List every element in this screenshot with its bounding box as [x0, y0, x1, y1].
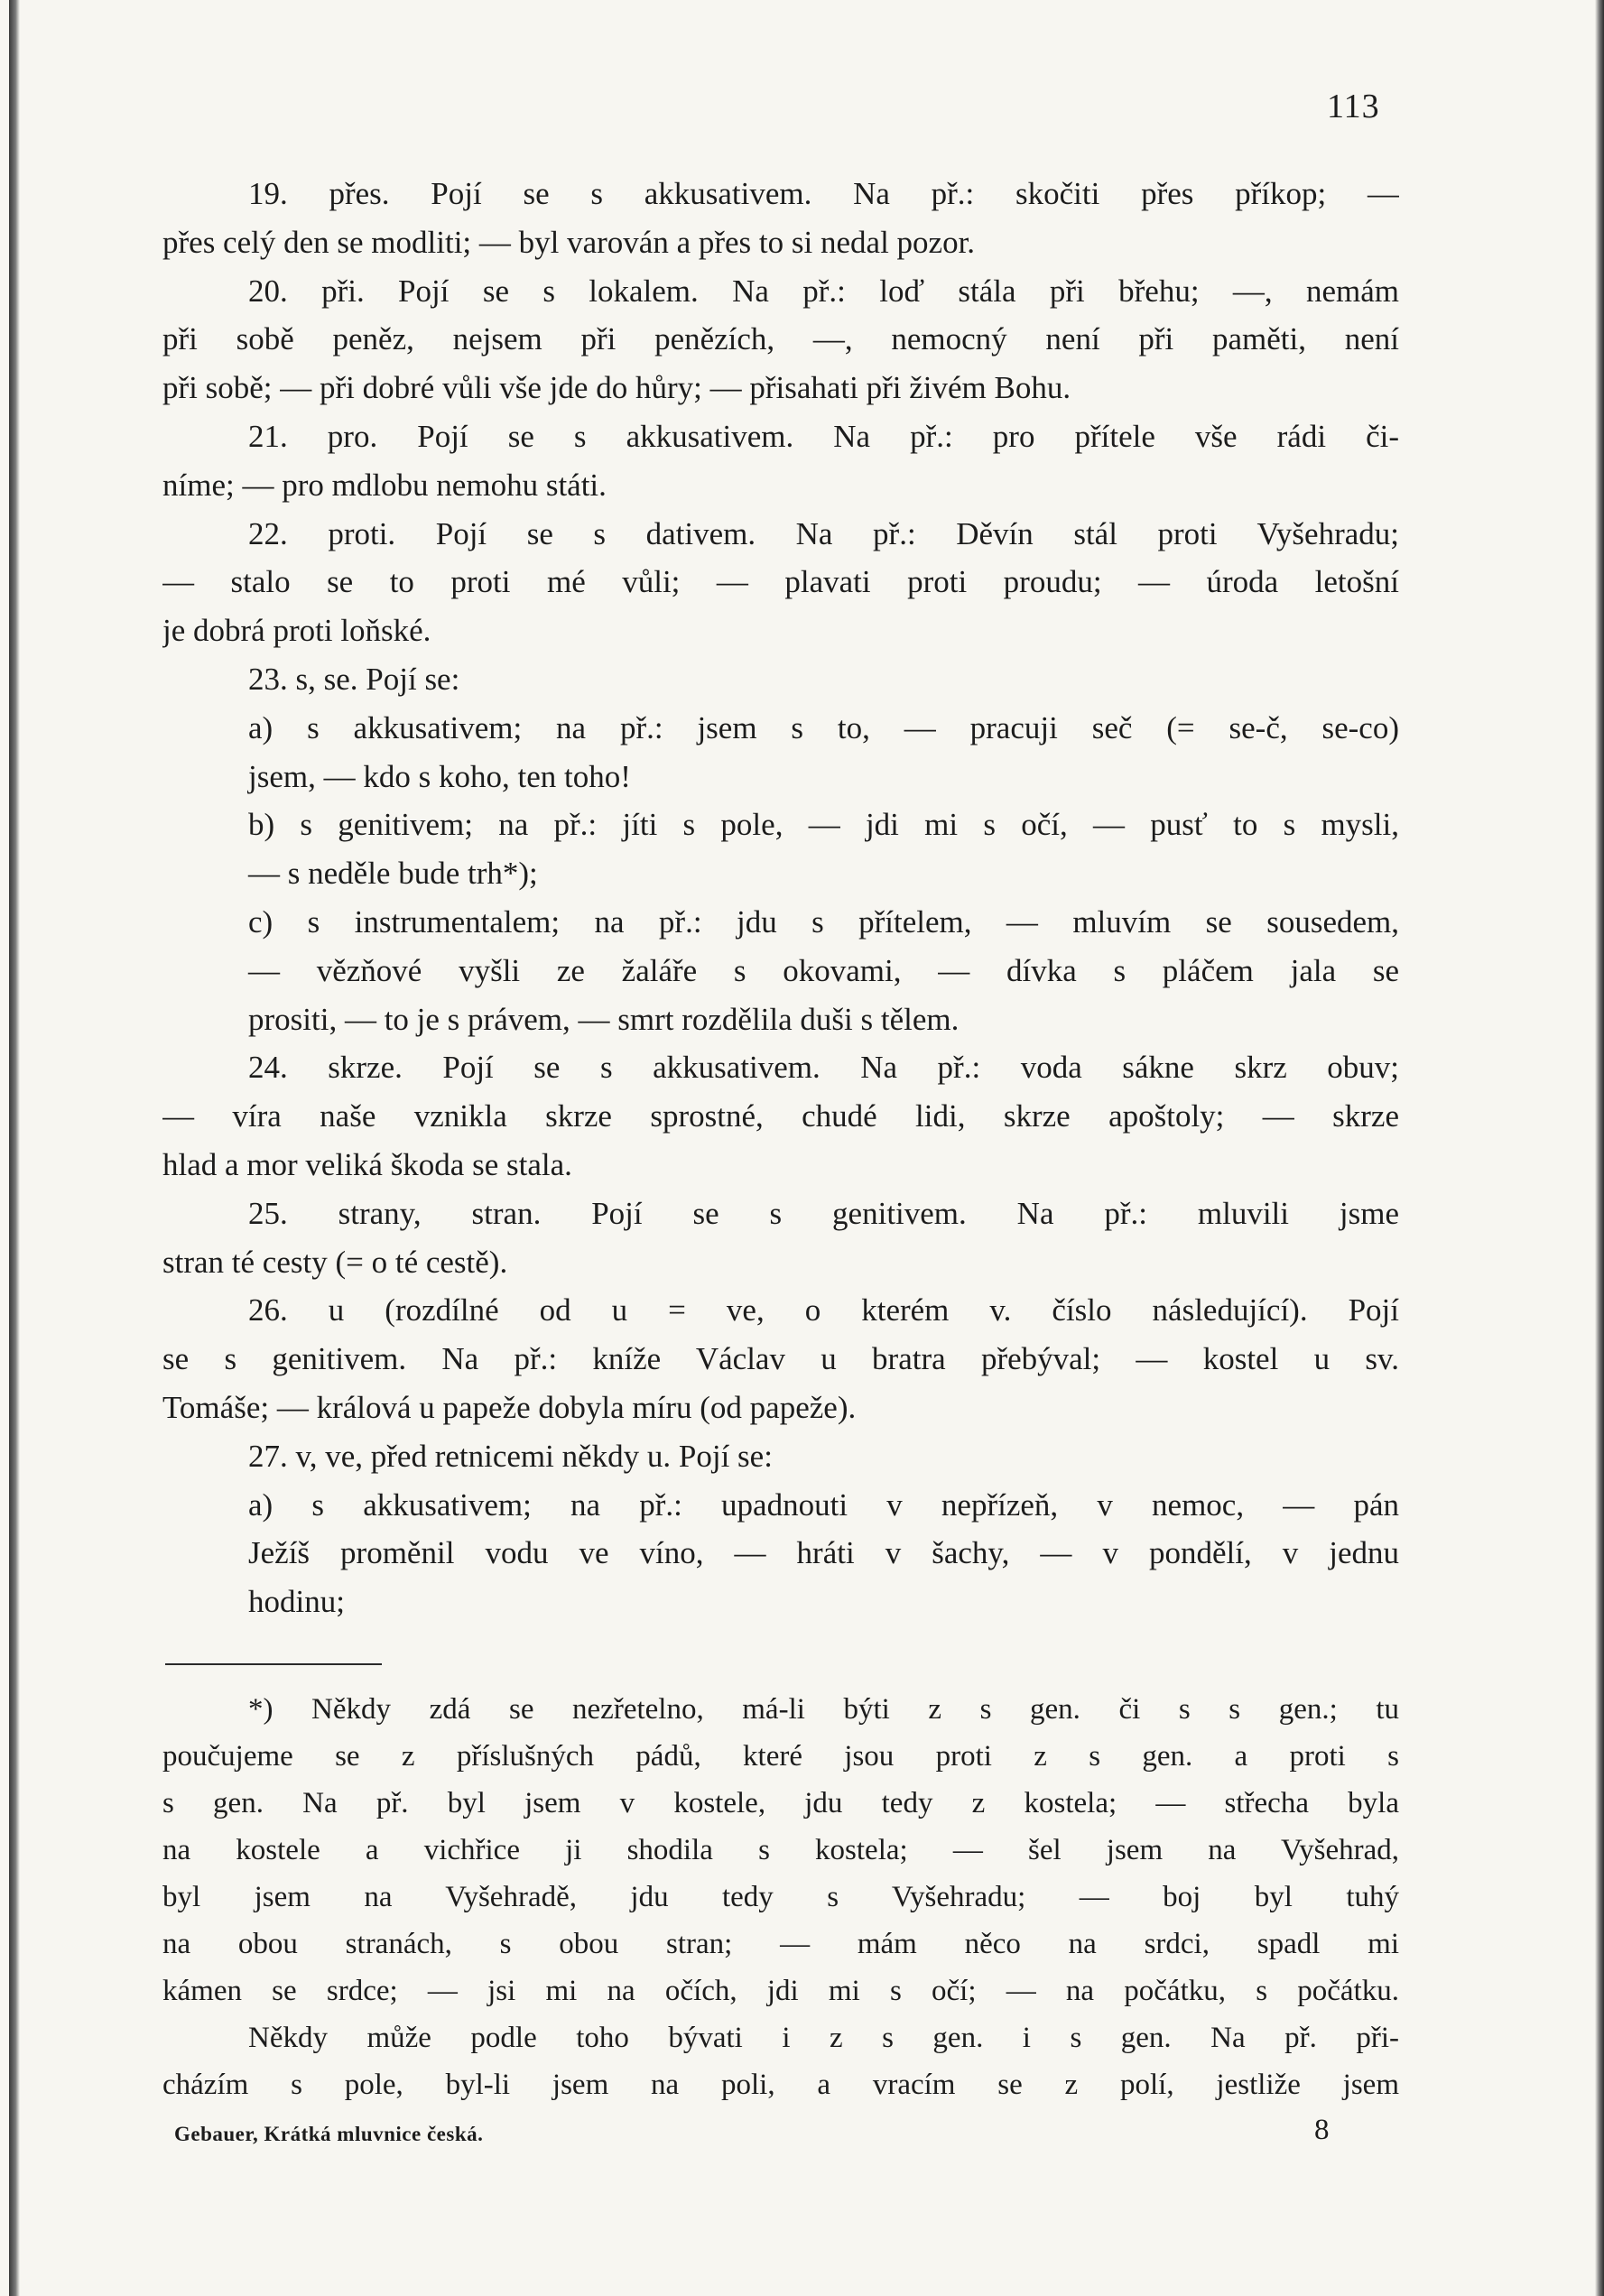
- text-line: níme; — pro mdlobu nemohu státi.: [162, 467, 607, 503]
- text-line: 24. skrze. Pojí se s akkusativem. Na př.: voda sákne skrz obuv;: [248, 1050, 1399, 1086]
- text-line: Ježíš proměnil vodu ve víno, — hráti v šachy, — v pondělí, v jednu: [248, 1535, 1399, 1571]
- text-line: Tomáše; — králová u papeže dobyla míru (od papeže).: [162, 1389, 857, 1425]
- text-line: hlad a mor veliká škoda se stala.: [162, 1146, 572, 1182]
- text-line: 23. s, se. Pojí se:: [248, 661, 460, 697]
- text-line: — víra naše vznikla skrze sprostné, chudé lidi, skrze apoštoly; — skrze: [162, 1098, 1399, 1134]
- page-number: 113: [1327, 88, 1380, 125]
- text-line: stran té cesty (= o té cestě).: [162, 1244, 508, 1280]
- footnote-line: poučujeme se z příslušných pádů, které jsou proti z s gen. a proti s: [162, 1740, 1399, 1773]
- text-line: 21. pro. Pojí se s akkusativem. Na př.: pro přítele vše rádi či-: [248, 418, 1399, 454]
- text-line: a) s akkusativem; na př.: jsem s to, — pracuji seč (= se-č, se-co): [248, 709, 1399, 745]
- page-edge-right: [1595, 0, 1604, 2296]
- text-line: 22. proti. Pojí se s dativem. Na př.: Děvín stál proti Vyšehradu;: [248, 515, 1399, 551]
- text-line: při sobě; — při dobré vůli vše jde do hůry; — přisahati při živém Bohu.: [162, 370, 1071, 406]
- text-line: přes celý den se modliti; — byl varován a přes to si nedal pozor.: [162, 224, 976, 260]
- text-line: prositi, — to je s právem, — smrt rozdělila duši s tělem.: [248, 1001, 960, 1037]
- text-line: a) s akkusativem; na př.: upadnouti v nepřízeň, v nemoc, — pán: [248, 1486, 1399, 1523]
- text-line: je dobrá proti loňské.: [162, 613, 431, 649]
- main-text: [162, 170, 1399, 1626]
- text-line: — s neděle bude trh*);: [248, 856, 538, 892]
- footnote-line: na obou stranách, s obou stran; — mám něco na srdci, spadl mi: [162, 1928, 1399, 1960]
- text-line: 25. strany, stran. Pojí se s genitivem. Na př.: mluvili jsme: [248, 1195, 1399, 1231]
- footnote-line: *) Někdy zdá se nezřetelno, má-li býti z s gen. či s s gen.; tu: [248, 1693, 1399, 1726]
- footnote-line: Někdy může podle toho bývati i z s gen. i s gen. Na př. při-: [248, 2022, 1399, 2054]
- text-line: 20. při. Pojí se s lokalem. Na př.: loď stála při břehu; —, nemám: [248, 273, 1399, 309]
- footer-source: Gebauer, Krátká mluvnice česká.: [174, 2123, 484, 2145]
- footnote-line: byl jsem na Vyšehradě, jdu tedy s Vyšehradu; — boj byl tuhý: [162, 1881, 1399, 1913]
- footnote-line: s gen. Na př. byl jsem v kostele, jdu tedy z kostela; — střecha byla: [162, 1787, 1399, 1819]
- footnote: [162, 1686, 1399, 2108]
- text-line: 27. v, ve, před retnicemi někdy u. Pojí se:: [248, 1438, 773, 1474]
- text-line: b) s genitivem; na př.: jíti s pole, — jdi mi s očí, — pusť to s mysli,: [248, 807, 1399, 843]
- signature-mark: 8: [1314, 2114, 1330, 2146]
- text-line: c) s instrumentalem; na př.: jdu s přítelem, — mluvím se sousedem,: [248, 903, 1399, 940]
- text-line: 26. u (rozdílné od u = ve, o kterém v. číslo následující). Pojí: [248, 1292, 1399, 1329]
- footnote-divider: [165, 1663, 382, 1665]
- footnote-line: cházím s pole, byl-li jsem na poli, a vracím se z polí, jestliže jsem: [162, 2069, 1399, 2101]
- text-line: — stalo se to proti mé vůli; — plavati proti proudu; — úroda letošní: [162, 564, 1399, 600]
- text-line: při sobě peněz, nejsem při penězích, —, nemocný není při paměti, není: [162, 321, 1399, 357]
- text-line: jsem, — kdo s koho, ten toho!: [248, 758, 631, 794]
- page-edge-left: [9, 0, 20, 2296]
- text-line: se s genitivem. Na př.: kníže Václav u bratra přebýval; — kostel u sv.: [162, 1341, 1399, 1377]
- text-line: — vězňové vyšli ze žaláře s okovami, — dívka s pláčem jala se: [248, 952, 1399, 988]
- text-line: hodinu;: [248, 1584, 345, 1620]
- text-line: 19. přes. Pojí se s akkusativem. Na př.: skočiti přes příkop; —: [248, 176, 1399, 211]
- footnote-line: na kostele a vichřice ji shodila s kostela; — šel jsem na Vyšehrad,: [162, 1834, 1399, 1866]
- footnote-line: kámen se srdce; — jsi mi na očích, jdi mi s očí; — na počátku, s počátku.: [162, 1975, 1399, 2007]
